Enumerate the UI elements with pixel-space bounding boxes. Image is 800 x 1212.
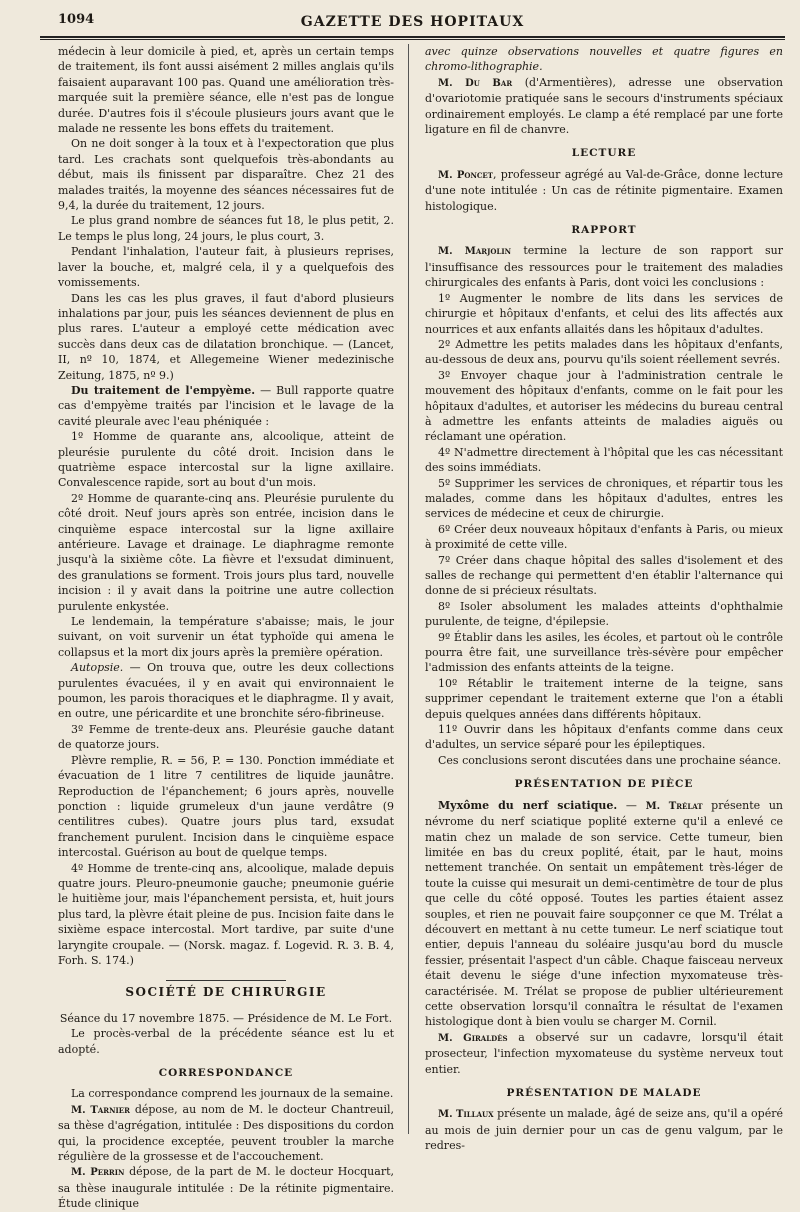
section-title-piece: PRÉSENTATION DE PIÈCE: [514, 778, 694, 791]
conclusion-item: 6º Créer deux nouveaux hôpitaux d'enfants à Paris, ou mieux à proximité de cette ville.: [425, 522, 783, 552]
paragraph: Le lendemain, la température s'abaisse; mais, le jour suivant, on voit survenir un état typhoïde qui amena le collapsus et la mort dix jours après la première opération.: [58, 615, 394, 659]
case-paragraph: 3º Femme de trente-deux ans. Pleurésie gauche datant de quatorze jours.: [58, 722, 394, 752]
conclusion-item: 11º Ouvrir dans les hôpitaux d'enfants comme dans ceux d'adultes, un service séparé pour les épileptiques.: [425, 723, 783, 752]
paragraph-text: , professeur agrégé au Val-de-Grâce, donne lecture d'une note intitulée : Un cas de rétinite pigmentaire. Examen histologique.: [425, 167, 783, 213]
paragraph-text: termine la lecture de son rapport sur l'insuffisance des ressources pour le traitement des maladies chirurgicales des enfants à Paris, dont voici les conclusions :: [425, 244, 784, 290]
page-header: [40, 6, 785, 36]
section-title-correspondance: CORRESPONDANCE: [158, 1067, 294, 1079]
speaker-name: M. Trélat: [645, 800, 703, 812]
seance-line: Séance du 17 novembre 1875. — Présidence de M. Le Fort.: [59, 1011, 393, 1025]
paragraph: La correspondance comprend les journaux de la semaine.: [71, 1087, 394, 1101]
conclusion-item: 4º N'admettre directement à l'hôpital que les cas nécessitant des soins immédiats.: [425, 445, 783, 475]
article-title-empyeme: Du traitement de l'empyème.: [71, 383, 256, 397]
paragraph: Dans les cas les plus graves, il faut d'abord plusieurs inhalations par jour, puis les séances deviennent de plus en plus rares. L'auteur a employé cette médication avec succès dans deux cas de dilatation bronchique. — (Lancet, II, nº 10, 1874, et Allegemeine Wiener medezinische Zeitung, 1875, nº 9.): [58, 291, 394, 382]
conclusion-item: 2º Admettre les petits malades dans les hôpitaux d'enfants, au-dessous de deux ans, pourvu qu'ils soient réellement sevrés.: [425, 337, 783, 367]
section-title-societe: SOCIÉTÉ DE CHIRURGIE: [125, 985, 327, 1000]
running-title: GAZETTE DES HOPITAUX: [300, 14, 525, 30]
case-paragraph: 4º Homme de trente-cinq ans, alcoolique, malade depuis quatre jours. Pleuro-pneumonie gauche; pneumonie guérie le huitième jour, mais l'épanchement persista, et, huit jours plus tard, la plèvre était pleine de pus. Incision faite dans le sixième espace intercostal. Mort tardive, par suite d'une laryngite croupale. — (Norsk. magaz. f. Logevid. R. 3. B. 4, Forh. S. 174.): [58, 861, 394, 967]
tillaux-paragraph: [425, 1106, 783, 1153]
autopsy-text: — On trouva que, outre les deux collections purulentes évacuées, il y en avait qui environnaient le poumon, les parois thoraciques et le diaphragme. Il y avait, en outre, une péricardite et une bronchite séro-fibrineuse.: [58, 661, 394, 721]
giraldes-paragraph: [425, 1030, 783, 1077]
speaker-name: M. Tillaux: [438, 1109, 494, 1121]
article-text: — Bull rapporte quatre cas d'empyème traités par l'incision et le lavage de la cavité pleurale avec l'eau phéniquée :: [58, 383, 394, 428]
case-paragraph: 1º Homme de quarante ans, alcoolique, atteint de pleurésie purulente du côté droit. Incision dans le quatrième espace intercostal sur la ligne axillaire. Convalescence rapide, sort au bout d'un mois.: [58, 430, 394, 490]
speaker-name: M. Tarnier: [71, 1104, 130, 1116]
case-paragraph: 2º Homme de quarante-cinq ans. Pleurésie purulente du côté droit. Neuf jours après son entrée, incision dans le cinquième espace intercostal sur la ligne axillaire antérieure. Lavage et drainage. Le diaphragme remonte jusqu'à la sixième côte. La fièvre et l'exsudat diminuent, des granulations se forment. Trois jours plus tard, nouvelle incision : il y avait dans la poitrine une autre collection purulente enkystée.: [58, 491, 394, 613]
paragraph: Plèvre remplie, R. = 56, P. = 130. Ponction immédiate et évacuation de 1 litre 7 centilitres de liquide jaunâtre. Reproduction de l'épanchement; 6 jours après, nouvelle ponction : liquide grumeleux d'un jaune verdâtre (9 centilitres cubes). Quatre jours plus tard, exsudat franchement purulent. Incision dans le cinquième espace intercostal. Guérison au bout de quelque temps.: [58, 753, 394, 860]
section-title-rapport: RAPPORT: [571, 224, 637, 237]
section-title-lecture: LECTURE: [571, 147, 637, 160]
speaker-name: M. Marjolin: [438, 246, 512, 258]
header-rule-thin: [40, 39, 785, 40]
speaker-name: M. Giraldès: [438, 1032, 508, 1044]
paragraph: Le plus grand nombre de séances fut 18, le plus petit, 2. Le temps le plus long, 24 jours, le plus court, 3.: [58, 214, 394, 243]
marjolin-paragraph: [425, 243, 783, 290]
page-number: 1094: [58, 12, 95, 27]
speaker-name: M. Perrin: [71, 1167, 125, 1179]
paragraph: On ne doit songer à la toux et à l'expectoration que plus tard. Les crachats sont quelquefois très-abondants au début, mais ils finissent par disparaître. Chez 21 des malades traités, la moyenne des séances nécessaires fut de 9,4, la durée du traitement, 12 jours.: [58, 137, 394, 213]
paragraph-text: présente un névrome du nerf sciatique poplité externe qu'il a enlevé ce matin chez un malade de son service. Cette tumeur, bien limitée en bas du creux poplité, était, par le haut, moins nettement tranchée. On sentait un empâtement très-léger de toute la cuisse qui mesurait un demi-centimètre de tour de plus que celle du côté opposé. Toutes les parties étaient assez souples, et rien ne pouvait faire soupçonner ce que M. Trélat a découvert en mettant à nu cette tumeur. Le nerf sciatique tout entier, depuis l'anneau du soléaire jusqu'au bord du muscle fessier, présentait l'aspect d'un câble. Chaque faisceau nerveux était devenu le siége d'une infection myxomateuse très-caractérisée. M. Trélat se propose de publier ultérieurement cette observation lorsqu'il connaîtra le résultat de l'examen histologique dont à bien voulu se charger M. Cornil.: [425, 798, 783, 1029]
left-column: [58, 44, 394, 1212]
conclusion-item: 9º Établir dans les asiles, les écoles, et partout où le contrôle pourra être fait, une surveillance très-sévère pour empêcher l'admission des enfants atteints de la teigne.: [425, 630, 783, 675]
autopsy-paragraph: [58, 660, 394, 722]
section-separator: [166, 980, 286, 981]
tarnier-paragraph: [58, 1102, 394, 1165]
paragraph-text: (d'Armentières), adresse une observation d'ovariotomie pratiquée sans le secours d'instruments spéciaux ordinairement employés. Le clamp a été remplacé par une forte ligature en fil de chanvre.: [425, 75, 783, 137]
conclusion-item: 1º Augmenter le nombre de lits dans les services de chirurgie et hôpitaux d'enfants, et celui des lits affectés aux nourrices et aux enfants allaités dans les hôpitaux d'adultes.: [425, 291, 783, 336]
conclusion-item: 8º Isoler absolument les malades atteints d'ophthalmie purulente, de teigne, d'épilepsie.: [425, 599, 783, 629]
autopsy-label: Autopsie.: [71, 661, 124, 675]
myxome-paragraph: [425, 798, 783, 1030]
paragraph-text: a observé sur un cadavre, lorsqu'il était prosecteur, l'infection myxomateuse du système nerveux tout entier.: [425, 1030, 784, 1076]
header-rule: [40, 36, 785, 38]
separator: —: [617, 798, 646, 812]
paragraph: médecin à leur domicile à pied, et, après un certain temps de traitement, ils font aussi aisément 2 milles anglais qu'ils faisaient auparavant 100 pas. Quand une amélioration très-marquée suit la première séance, elle n'est pas de longue durée. D'autres fois il s'écoule plusieurs jours avant que le malade ne ressente les bons effets du traitement.: [58, 45, 394, 136]
speaker-name: M. Du Bar: [438, 77, 513, 89]
paragraph: avec quinze observations nouvelles et quatre figures en chromo-lithographie.: [425, 45, 783, 74]
perrin-paragraph: [58, 1164, 394, 1211]
article-title-myxome: Myxôme du nerf sciatique.: [438, 798, 618, 812]
conclusion-item: 5º Supprimer les services de chroniques, et répartir tous les malades, comme dans les hôpitaux d'adultes, entres les services de médecine et ceux de chirurgie.: [425, 476, 783, 521]
column-divider: [408, 44, 409, 1134]
conclusion-item: 10º Rétablir le traitement interne de la teigne, sans supprimer cependant le traitement externe que l'on a établi depuis quelques années dans différents hôpitaux.: [425, 676, 783, 721]
paragraph: Le procès-verbal de la précédente séance est lu et adopté.: [58, 1027, 394, 1056]
paragraph: Pendant l'inhalation, l'auteur fait, à plusieurs reprises, laver la bouche, et, malgré cela, il y a quelquefois des vomissements.: [58, 245, 394, 290]
paragraph: Ces conclusions seront discutées dans une prochaine séance.: [438, 753, 782, 767]
empyeme-paragraph: [58, 383, 394, 429]
conclusion-item: 7º Créer dans chaque hôpital des salles d'isolement et des salles de rechange qui permettent d'en établir l'alternance qui donne de si précieux résultats.: [425, 553, 783, 598]
section-title-malade: PRÉSENTATION DE MALADE: [506, 1087, 702, 1099]
paragraph-text: dépose, au nom de M. le docteur Chantreuil, sa thèse d'agrégation, intitulée : Des dispositions du cordon qui, la procidence exceptée, peuvent troubler la marche régulière de la grossesse et de l'accouchement.: [58, 1102, 394, 1164]
right-column: [425, 44, 783, 1154]
conclusion-item: 3º Envoyer chaque jour à l'administration centrale le mouvement des hôpitaux d'enfants, comme on le fait pour les hôpitaux d'adultes, et autoriser les médecins du bureau central à admettre les enfants atteints de maladies aiguës ou réclamant une opération.: [425, 368, 783, 444]
paragraph-text: présente un malade, âgé de seize ans, qu'il a opéré au mois de juin dernier pour un cas de genu valgum, par le redres-: [425, 1107, 783, 1153]
speaker-name: M. Poncet: [438, 169, 493, 181]
poncet-paragraph: [425, 167, 783, 214]
dubar-paragraph: [425, 75, 783, 138]
paragraph-text: dépose, de la part de M. le docteur Hocquart, sa thèse inaugurale intitulée : De la rétinite pigmentaire. Étude clinique: [58, 1165, 394, 1211]
